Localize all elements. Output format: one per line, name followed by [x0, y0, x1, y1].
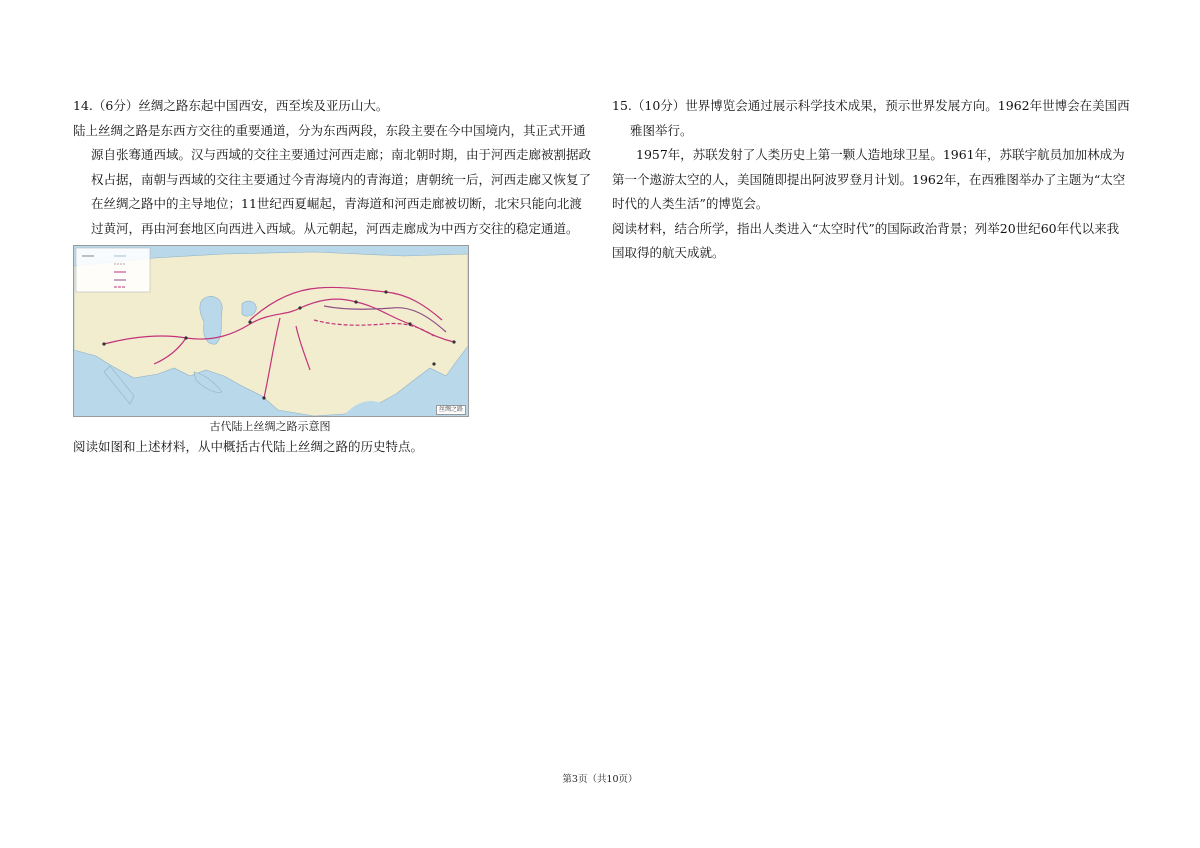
q15-question: 阅读材料，结合所学，指出人类进入“太空时代”的国际政治背景；列举20世纪60年代以来我国取得的航天成就。: [612, 220, 1120, 260]
legend-box: [76, 248, 150, 292]
city-marker: [102, 342, 105, 345]
page-footer: 第3页（共10页）: [562, 774, 638, 785]
city-marker: [384, 290, 387, 293]
q14-question: 阅读如图和上述材料，从中概括古代陆上丝绸之路的历史特点。: [73, 439, 424, 454]
q14-header: 14.（6分）丝绸之路东起中国西安，西至埃及亚历山大。: [73, 98, 389, 113]
q15-passage: 1957年，苏联发射了人类历史上第一颗人造地球卫星。1961年，苏联宇航员加加林成为第一个遨游太空的人，美国随即提出阿波罗登月计划。1962年，在西雅图举办了主题为“太空时代的人类生活”的博览会。: [612, 147, 1126, 211]
city-marker: [184, 336, 187, 339]
city-marker: [452, 340, 455, 343]
silk-road-map: [73, 245, 469, 417]
city-marker: [298, 306, 301, 309]
city-marker: [408, 322, 411, 325]
silk-road-map-graphic: [74, 246, 468, 416]
city-marker: [262, 396, 265, 399]
question-15: [612, 94, 1130, 266]
map-watermark: 丝绸之路: [436, 405, 466, 415]
city-marker: [248, 320, 251, 323]
q14-passage: 陆上丝绸之路是东西方交往的重要通道，分为东西两段，东段主要在今中国境内，其正式开通源自张骞通西域。汉与西域的交往主要通过河西走廊；南北朝时期，由于河西走廊被割据政权占据，南朝与西域的交往主要通过今青海境内的青海道；唐朝统一后，河西走廊又恢复了在丝绸之路中的主导地位；11世纪西夏崛起，青海道和河西走廊被切断，北宋只能向北渡过黄河，再由河套地区向西进入西域。从元朝起，河西走廊成为中西方交往的稳定通道。: [73, 122, 592, 236]
city-marker: [432, 362, 435, 365]
map-caption: 古代陆上丝绸之路示意图: [209, 420, 331, 433]
city-marker: [354, 300, 357, 303]
legend-graphic: [76, 248, 150, 292]
q15-header: 15.（10分）世界博览会通过展示科学技术成果，预示世界发展方向。1962年世博会在美国西雅图举行。: [612, 98, 1130, 138]
question-14: [73, 94, 593, 460]
